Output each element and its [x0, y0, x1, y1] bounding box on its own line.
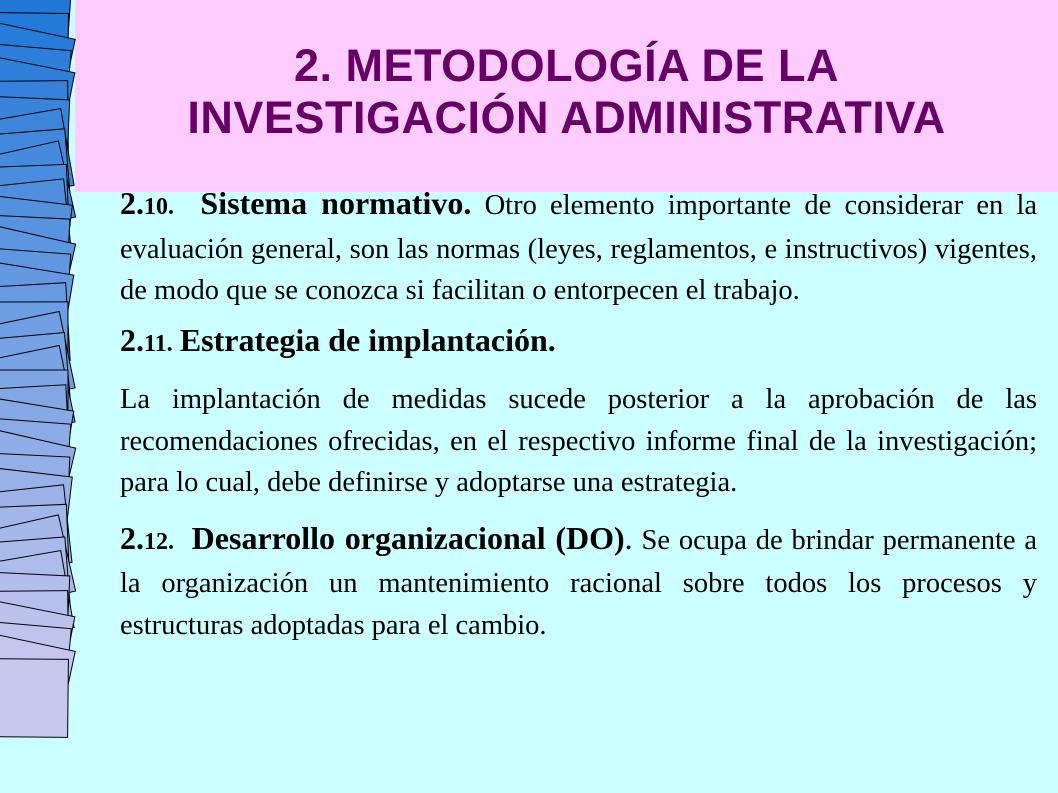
section-number-major: 2. — [120, 321, 144, 358]
section-number-minor: 11. — [144, 330, 173, 357]
section-heading: Sistema normativo — [200, 185, 464, 221]
slide-title-line-2: INVESTIGACIÓN ADMINISTRATIVA — [187, 92, 946, 143]
section-number-major: 2. — [120, 185, 144, 221]
section-heading: Desarrollo organizacional (DO) — [191, 519, 625, 556]
section-number-major: 2. — [120, 519, 144, 556]
section-heading: Estrategia de implantación. — [179, 321, 556, 358]
section-number-minor: 12. — [144, 528, 174, 555]
section-heading-end: . — [624, 519, 633, 556]
slide-body — [120, 183, 1037, 646]
section-estrategia-heading — [120, 320, 1037, 366]
section-sistema-normativo — [120, 183, 1037, 312]
section-number-minor: 10. — [144, 194, 174, 220]
section-desarrollo-organizacional — [120, 518, 1037, 647]
section-text: Se ocupa de brindar permanente a la organización un mantenimiento racional sobre todos los procesos y estructuras adoptadas para el cambio. — [120, 524, 1038, 641]
stacked-page — [0, 659, 68, 738]
section-text: Otro elemento importante de considerar en la evaluación general, son las normas (leyes, reglamentos, e instructivos) vigentes, de modo que se conozca si facilitan o entorpecen el trabajo. — [120, 190, 1038, 306]
section-heading-end: . — [463, 185, 472, 221]
section-estrategia-text: La implantación de medidas sucede posterior a la aprobación de las recomendaciones ofrecidas, en el respectivo informe final de la investigación; para lo cual, debe definirse y adoptarse una estrategia. — [120, 384, 1037, 498]
slide-title-line-1: 2. METODOLOGÍA DE LA — [293, 40, 840, 91]
slide-title — [75, 40, 1058, 144]
